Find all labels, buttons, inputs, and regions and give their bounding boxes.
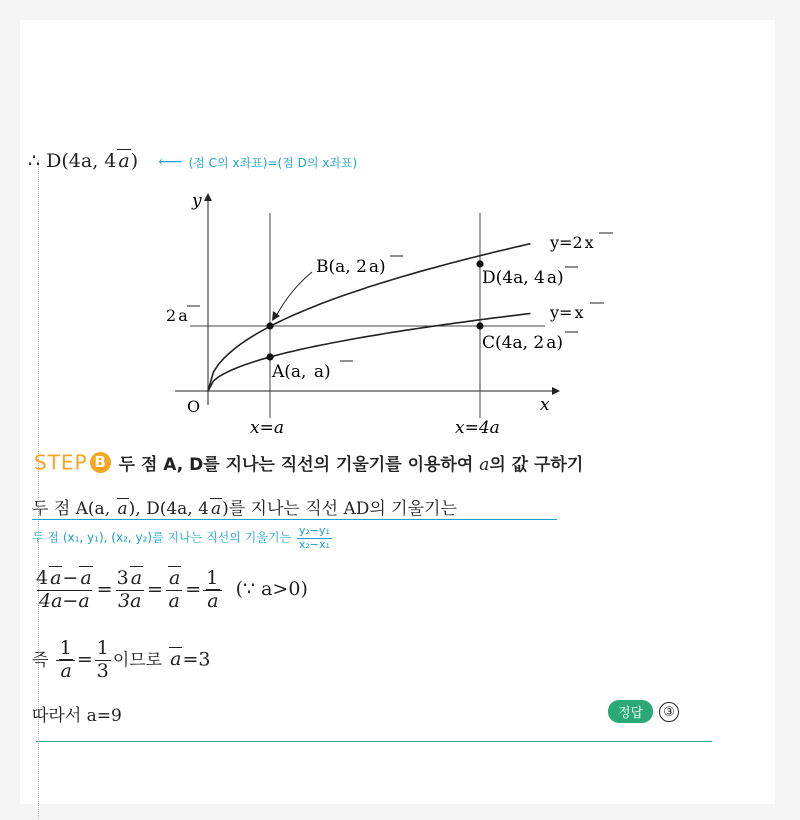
axis-y-label: y [192, 191, 202, 211]
conclusion-lhs-fraction: $\frac{1}{a}$ [56, 638, 74, 683]
y-tick-label: 2 a [166, 306, 188, 325]
point-d-label: D(4a, 4 a) [482, 268, 564, 288]
step-word: STEP [34, 450, 88, 475]
graph [20, 20, 775, 804]
point-d-dot [476, 260, 483, 267]
point-d-prefix: D(4a, 4 [46, 150, 117, 172]
point-c-dot [476, 322, 483, 329]
point-c-label: C(4a, 2 a) [482, 333, 563, 353]
label-b-arrow-icon [272, 311, 280, 321]
answer-badge: 정답 [608, 700, 653, 723]
answer-value: ③ [659, 702, 679, 722]
slope-sentence: 두 점 A(a, a), D(4a, 4 a)를 지나는 직선 AD의 기울기는 [32, 499, 457, 519]
final-text: 따라서 a=9 [32, 706, 122, 726]
step-badge: B [90, 452, 111, 473]
point-b-label: B(a, 2 a) [316, 257, 386, 277]
sqrt-a: a [118, 150, 130, 172]
bottom-divider [36, 741, 712, 742]
final-line [32, 701, 122, 726]
point-a-dot [266, 353, 273, 360]
close-paren: ) [130, 150, 139, 172]
solution-page [20, 20, 775, 804]
point-a-label: A(a, a) [272, 362, 331, 382]
left-arrow-icon: ⟵ [158, 152, 183, 172]
point-b-dot [266, 322, 273, 329]
conclusion-line: 즉 $\frac{1}{a}$ = $\frac{1}{3}$ 이므로 a=3 [32, 637, 211, 682]
vline-a-label: x=a [250, 418, 284, 438]
slope-hint: 두 점 (x₁, y₁), (x₂, y₂)를 지나는 직선의 기울기는 $\frac{\text{y₂−y₁}}{\text{x₂−x₁}}$ [32, 524, 330, 551]
step-heading [34, 450, 583, 475]
hint-fraction: $\frac{\text{y₂−y₁}}{\text{x₂−x₁}}$ [298, 524, 330, 551]
fraction-3: $\frac{a}{a}$ [168, 567, 181, 612]
axis-x-label: x [540, 395, 550, 415]
vline-4a-label: x=4a [455, 418, 500, 438]
therefore-symbol: ∴ [28, 150, 41, 172]
label-b-leader [275, 272, 312, 318]
condition-text: (∵ a>0) [235, 578, 308, 601]
fraction-1: $\frac{4 a- a}{4a-a}$ [36, 567, 92, 612]
curve-upper-label: y=2 x [550, 233, 594, 252]
fraction-4: $\frac{1}{a}$ [203, 568, 221, 613]
step-title: 두 점 A, D를 지나는 직선의 기울기를 이용하여 a의 값 구하기 [118, 455, 584, 475]
conclusion-rhs-fraction: $\frac{1}{3}$ [96, 637, 109, 682]
curve-lower-label: y= x [550, 303, 584, 322]
note-text: (점 C의 x좌표)=(점 D의 x좌표) [188, 156, 358, 170]
fraction-2: $\frac{3 a}{3a}$ [116, 567, 143, 612]
y-axis-arrow-icon [204, 193, 212, 201]
slope-underline [32, 519, 557, 520]
x-axis-arrow-icon [552, 387, 560, 395]
answer-row [608, 700, 679, 723]
slope-equation: $\frac{4 a- a}{4a-a}$ = $\frac{3 a}{3a}$ = $\frac{a}{a}$ = $\frac{1}{a}$ (∵ a>0) [36, 567, 308, 612]
origin-label: O [187, 397, 201, 416]
